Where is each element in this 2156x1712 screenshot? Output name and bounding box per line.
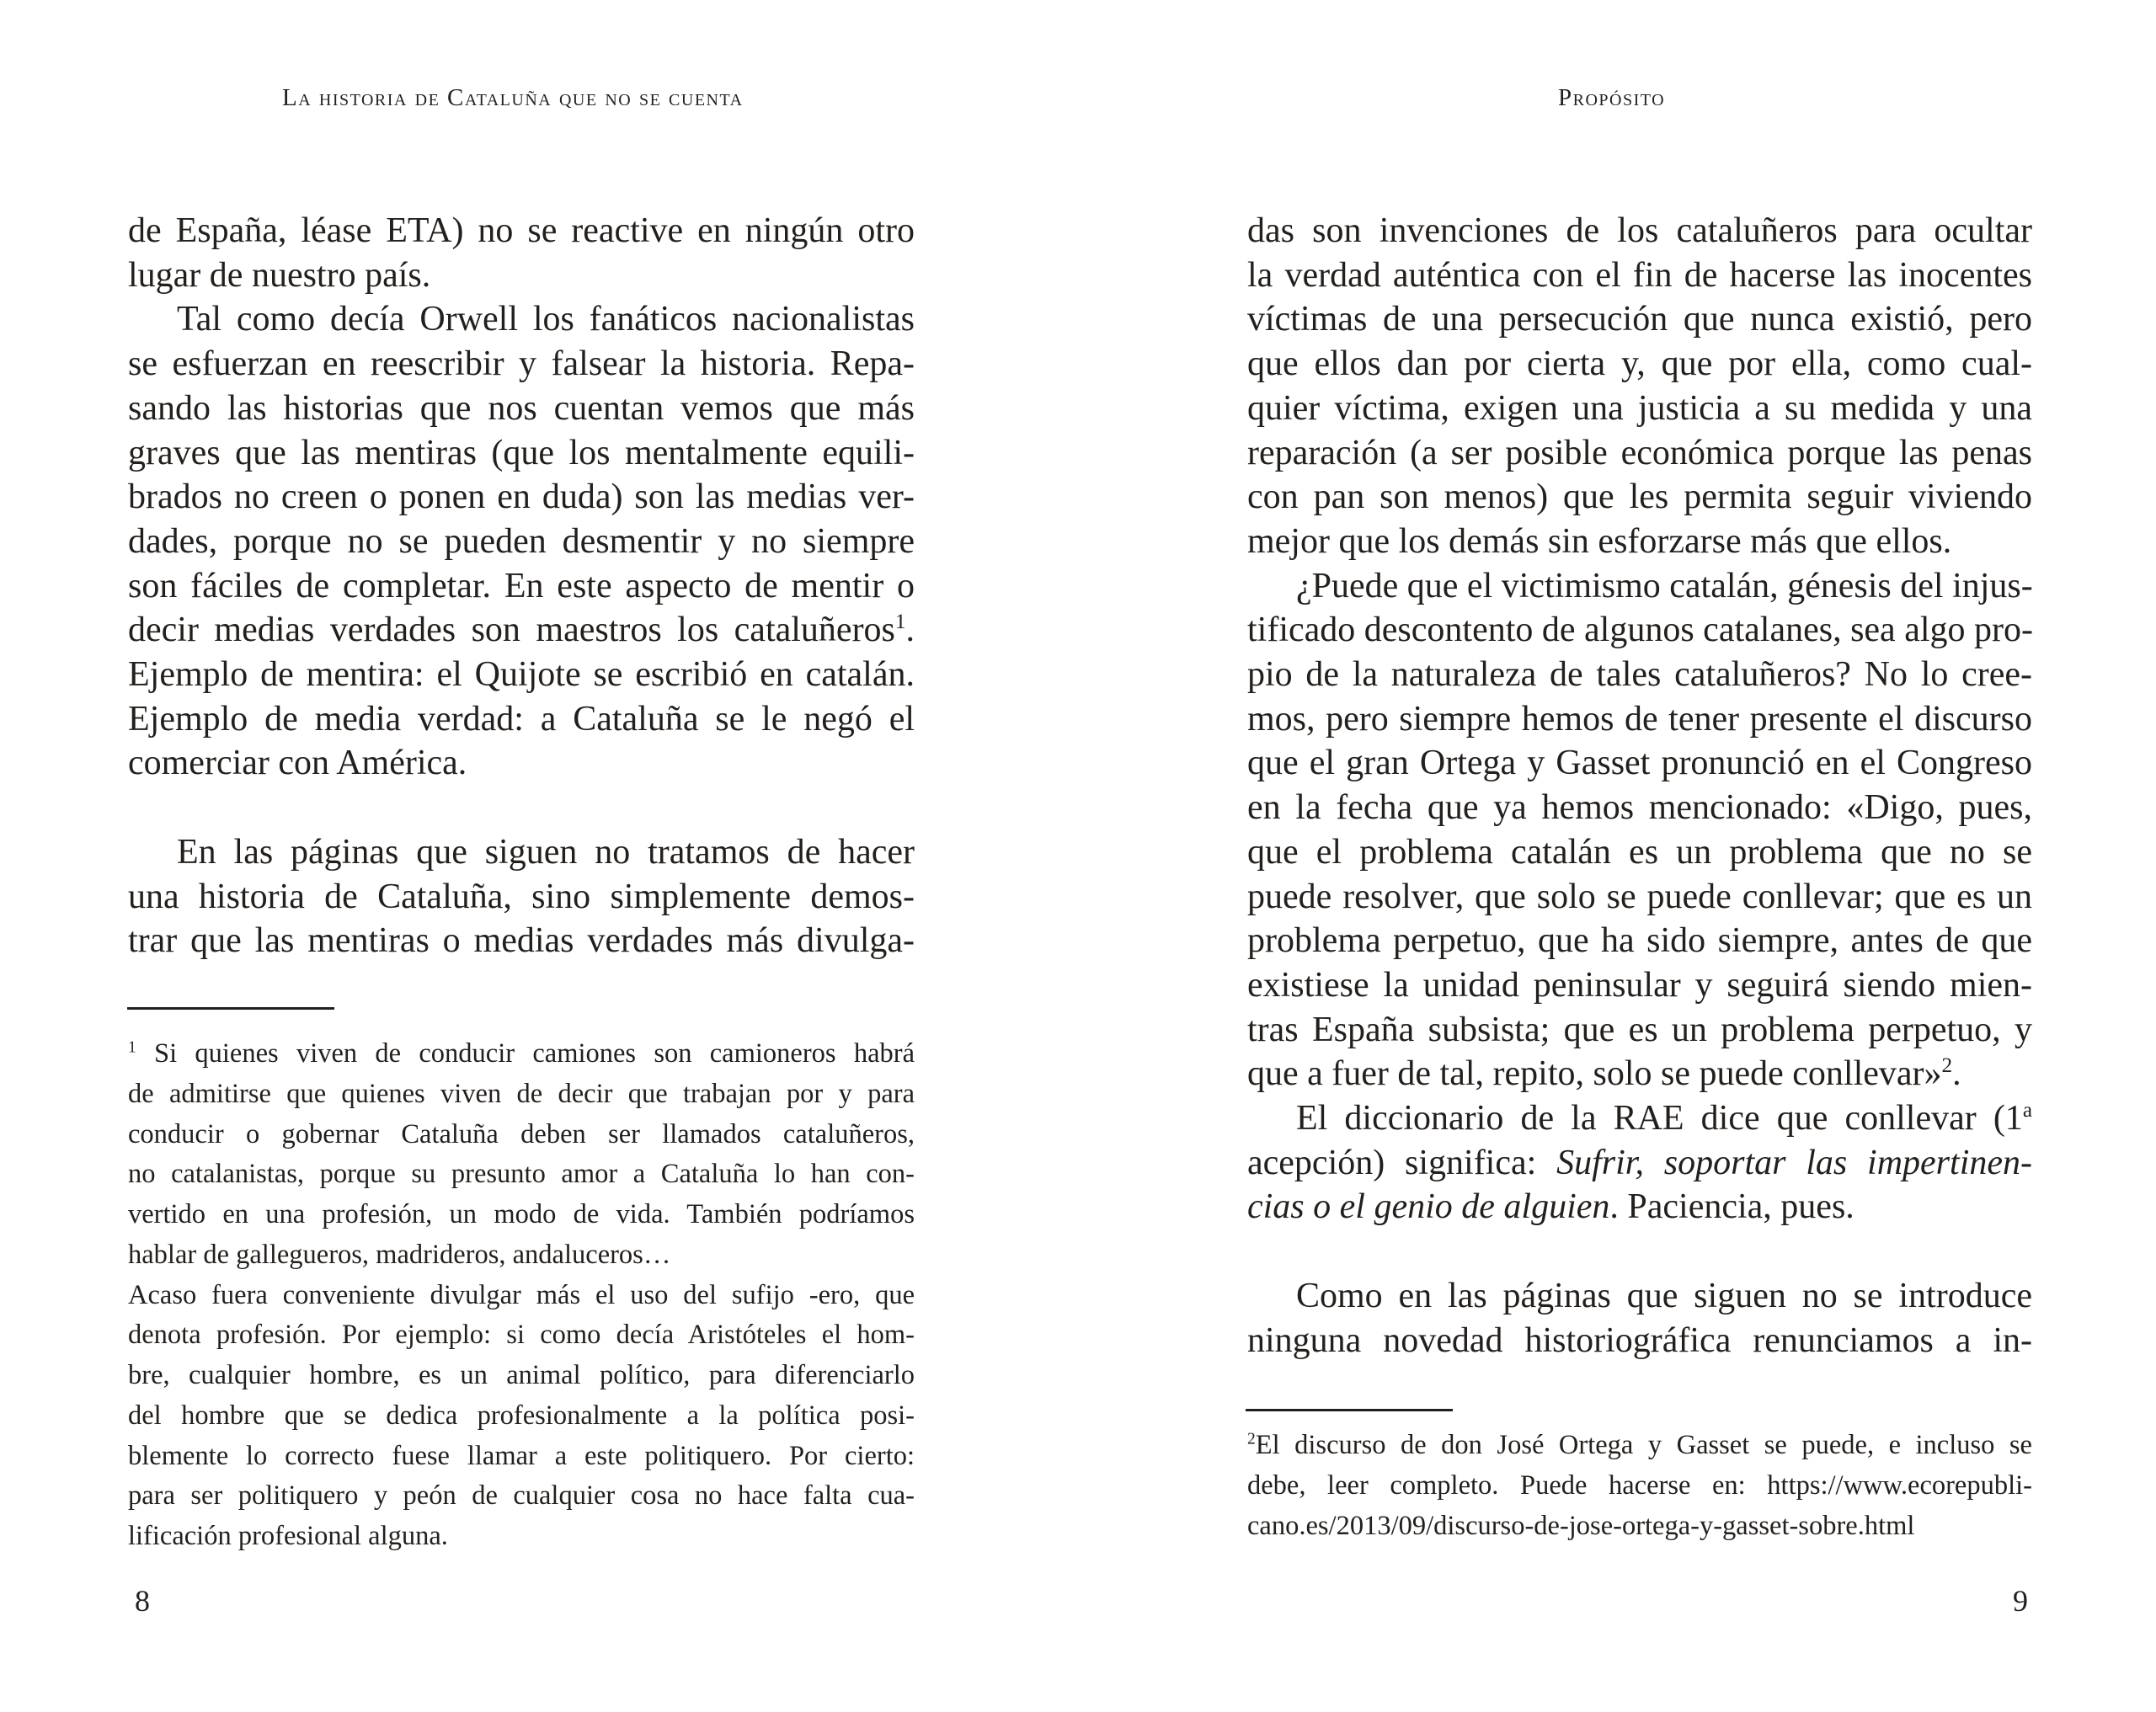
text-line: que el problema catalán es un problema que no se — [1247, 832, 2032, 872]
italic-definition: cias o el genio de alguien — [1247, 1187, 1610, 1227]
text-line: existiese la unidad peninsular y seguirá siendo mien- — [1247, 965, 2032, 1005]
footnote-line: denota profesión. Por ejemplo: si como decía Aristóteles el hom- — [128, 1320, 915, 1351]
text-line: víctimas de una persecución que nunca existió, pero — [1247, 300, 2032, 339]
footnote-line: de admitirse que quienes viven de decir que trabajan por y para — [128, 1078, 915, 1109]
footnote-ref-2[interactable]: 2 — [1941, 1054, 1953, 1078]
paragraph-2 — [1247, 564, 2032, 1096]
footnote-line: bre, cualquier hombre, es un animal político, para diferenciarlo — [128, 1360, 915, 1390]
text-line: tificado descontento de algunos catalanes, sea algo pro- — [1247, 611, 2033, 650]
paragraph-3 — [1247, 1096, 2032, 1229]
text-line: ¿Puede que el victimismo catalán, génesis del injus- — [1296, 566, 2033, 605]
paragraph-1 — [128, 209, 915, 297]
footnote-2 — [1247, 1426, 2032, 1546]
text-line: graves que las mentiras (que los mentalmente equili- — [128, 433, 915, 472]
left-body-text — [128, 209, 915, 963]
text-line: ninguna novedad historiográfica renunciamos a in- — [1247, 1320, 2032, 1360]
footnote-line: del hombre que se dedica profesionalmente a la política posi- — [128, 1400, 915, 1431]
paragraph-1 — [1247, 209, 2032, 564]
right-body-text — [1247, 209, 2032, 1363]
footnote-line: hablar de gallegueros, madrideros, andaluceros… — [128, 1239, 671, 1270]
paragraph-3 — [128, 830, 915, 963]
paragraph-2 — [128, 297, 915, 786]
text-line: con pan son menos) que les permita seguir viviendo — [1247, 477, 2032, 517]
footnote-separator — [1246, 1409, 1453, 1411]
text-line: puede resolver, que solo se puede conllevar; que es un — [1247, 877, 2032, 916]
page-number: 9 — [2013, 1584, 2028, 1618]
text-line: Ejemplo de media verdad: a Cataluña se le negó el — [128, 699, 915, 739]
text-line: cias o el genio de alguien. Paciencia, pues. — [1247, 1187, 1854, 1227]
text-line: mejor que los demás sin esforzarse más que ellos. — [1247, 521, 1952, 561]
footnote-separator — [127, 1007, 334, 1010]
running-head-book-title: La historia de Cataluña que no se cuenta — [282, 84, 744, 111]
text-line: comerciar con América. — [128, 744, 467, 783]
footnote-line: para ser politiquero y peón de cualquier cosa no hace falta cua- — [128, 1480, 915, 1512]
footnote-line: $^1$ Si quienes viven de conducir camiones son camioneros habrá — [128, 1038, 915, 1069]
text-line: que el gran Ortega y Gasset pronunció en el Congreso — [1247, 744, 2032, 783]
footnote-line: debe, leer completo. Puede hacerse en: https://www.ecorepubli- — [1247, 1469, 2032, 1501]
page-number: 8 — [135, 1584, 150, 1618]
footnote-marker: 2 — [1247, 1430, 1256, 1448]
text-line: lugar de nuestro país. — [128, 255, 431, 295]
text-line-with-footnote-ref: que a fuer de tal, repito, solo se puede conllevar»$^2$. — [1247, 1054, 1961, 1094]
text-line: acepción) significa: Sufrir, soportar las impertinen- — [1247, 1143, 2032, 1182]
text-line: que ellos dan por cierta y, que por ella, como cual- — [1247, 344, 2032, 384]
text-line: la verdad auténtica con el fin de hacerse las inocentes — [1247, 255, 2032, 295]
text-line: son fáciles de completar. En este aspecto de mentir o — [128, 566, 915, 605]
footnote-line: blemente lo correcto fuese llamar a este politiquero. Por cierto: — [128, 1440, 915, 1471]
footnote-line: conducir o gobernar Cataluña deben ser llamados cataluñeros, — [128, 1118, 915, 1149]
footnote-1 — [128, 1034, 915, 1557]
text-line: se esfuerzan en reescribir y falsear la historia. Repa- — [128, 344, 915, 384]
text-line: problema perpetuo, que ha sido siempre, antes de que — [1247, 921, 2032, 961]
text-line: reparación (a ser posible económica porque las penas — [1247, 433, 2032, 472]
footnote-line: $^2$El discurso de don José Ortega y Gasset se puede, e incluso se — [1247, 1430, 2032, 1460]
text-line: El diccionario de la RAE dice que conllevar (1$^a$ — [1296, 1098, 2032, 1139]
running-head-chapter-title: Propósito — [1558, 84, 1666, 111]
text-line: una historia de Cataluña, sino simplemente demos- — [128, 877, 915, 916]
text-line-with-footnote-ref: decir medias verdades son maestros los cataluñeros$^1$. — [128, 611, 915, 650]
text-line: mos, pero siempre hemos de tener presente el discurso — [1247, 699, 2032, 739]
text-line: de España, léase ETA) no se reactive en ningún otro — [128, 211, 915, 250]
footnote-line: no catalanistas, porque su presunto amor a Cataluña lo han con- — [128, 1159, 915, 1190]
text-line: Ejemplo de mentira: el Quijote se escribió en catalán. — [128, 655, 915, 695]
text-line: trar que las mentiras o medias verdades más divulga- — [128, 921, 915, 961]
paragraph-4 — [1247, 1274, 2032, 1363]
text-line: pio de la naturaleza de tales cataluñeros? No lo cree- — [1247, 655, 2032, 695]
text-line: Tal como decía Orwell los fanáticos nacionalistas — [177, 300, 915, 339]
paragraph-gap — [1247, 1229, 2032, 1274]
footnote-line: lificación profesional alguna. — [128, 1521, 448, 1551]
text-line: quier víctima, exigen una justicia a su medida y una — [1247, 388, 2032, 428]
italic-definition: Sufrir, soportar las impertinen- — [1556, 1143, 2032, 1182]
text-line: tras España subsista; que es un problema perpetuo, y — [1247, 1010, 2032, 1049]
footnote-line: vertido en una profesión, un modo de vida. También podríamos — [128, 1199, 915, 1229]
text-line: brados no creen o ponen en duda) son las medias ver- — [128, 477, 915, 517]
footnote-marker: 1 — [128, 1038, 136, 1057]
text-line: Como en las páginas que siguen no se introduce — [1296, 1276, 2032, 1315]
ordinal-indicator: a — [2022, 1098, 2032, 1122]
footnote-line: Acaso fuera conveniente divulgar más el uso del sufijo -ero, que — [128, 1279, 915, 1310]
footnote-url-line[interactable]: cano.es/2013/09/discurso-de-jose-ortega-y-gasset-sobre.html — [1247, 1510, 1915, 1541]
text-line: das son invenciones de los cataluñeros para ocultar — [1247, 211, 2032, 250]
text-line: en la fecha que ya hemos mencionado: «Digo, pues, — [1247, 788, 2032, 828]
right-page — [1078, 0, 2156, 1712]
text-line: sando las historias que nos cuentan vemos que más — [128, 388, 915, 428]
text-line: dades, porque no se pueden desmentir y no siempre — [128, 521, 915, 561]
paragraph-gap — [128, 786, 915, 830]
text-line: En las páginas que siguen no tratamos de hacer — [177, 832, 915, 872]
footnote-ref-1[interactable]: 1 — [894, 611, 906, 634]
